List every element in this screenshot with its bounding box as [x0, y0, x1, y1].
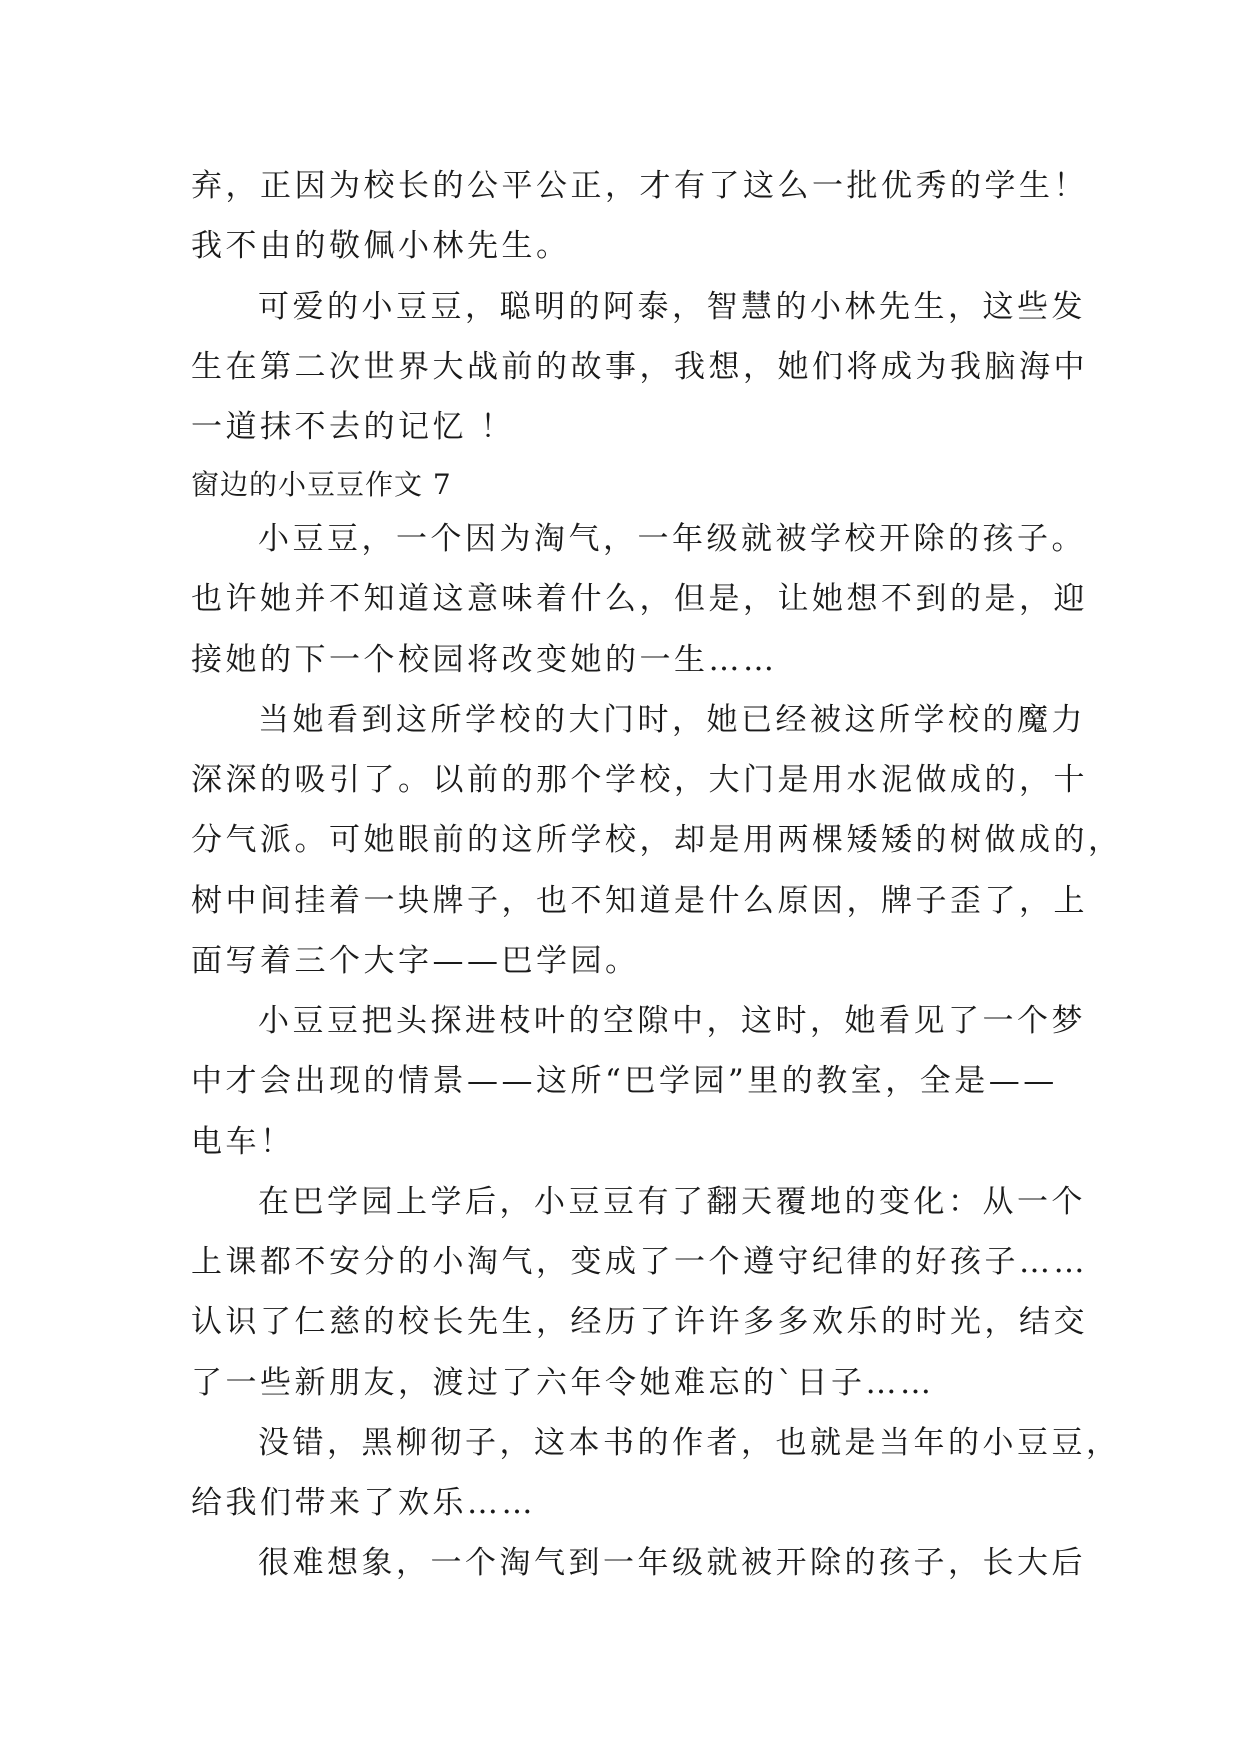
- text-line: 给我们带来了欢乐……: [191, 1485, 536, 1521]
- paragraph-first-line: 可爱的小豆豆，聪明的阿泰，智慧的小林先生，这些发: [258, 289, 1086, 325]
- text-line: 深深的吸引了。以前的那个学校，大门是用水泥做成的，十: [191, 762, 1088, 798]
- paragraph-first-line: 小豆豆，一个因为淘气，一年级就被学校开除的孩子。: [258, 521, 1086, 557]
- paragraph-first-line: 在巴学园上学后，小豆豆有了翻天覆地的变化：从一个: [258, 1184, 1086, 1220]
- text-line: 上课都不安分的小淘气，变成了一个遵守纪律的好孩子……: [191, 1244, 1088, 1280]
- paragraph-first-line: 当她看到这所学校的大门时，她已经被这所学校的魔力: [258, 702, 1086, 738]
- text-line: 生在第二次世界大战前的故事，我想，她们将成为我脑海中: [191, 349, 1088, 385]
- section-heading: 窗边的小豆豆作文 7: [191, 468, 452, 501]
- text-line: 分气派。可她眼前的这所学校，却是用两棵矮矮的树做成的，: [191, 822, 1123, 858]
- paragraph-first-line: 小豆豆把头探进枝叶的空隙中，这时，她看见了一个梦: [258, 1003, 1086, 1039]
- text-line: 认识了仁慈的校长先生，经历了许许多多欢乐的时光，结交: [191, 1304, 1088, 1340]
- text-line: 面写着三个大字——巴学园。: [191, 943, 640, 979]
- text-line: 我不由的敬佩小林先生。: [191, 228, 571, 264]
- text-line: 了一些新朋友，渡过了六年令她难忘的`日子……: [191, 1365, 935, 1401]
- text-line: 树中间挂着一块牌子，也不知道是什么原因，牌子歪了，上: [191, 883, 1088, 919]
- text-line: 电车！: [191, 1124, 295, 1160]
- text-line: 一道抹不去的记忆 ！: [191, 409, 515, 445]
- text-line: 也许她并不知道这意味着什么，但是，让她想不到的是，迎: [191, 581, 1088, 617]
- paragraph-first-line: 很难想象，一个淘气到一年级就被开除的孩子，长大后: [258, 1545, 1086, 1581]
- text-line: 弃，正因为校长的公平公正，才有了这么一批优秀的学生！: [191, 168, 1088, 204]
- text-line: 接她的下一个校园将改变她的一生……: [191, 642, 778, 678]
- text-line: 中才会出现的情景——这所“巴学园”里的教室，全是——: [191, 1063, 1058, 1099]
- paragraph-first-line: 没错，黑柳彻子，这本书的作者，也就是当年的小豆豆，: [258, 1425, 1121, 1461]
